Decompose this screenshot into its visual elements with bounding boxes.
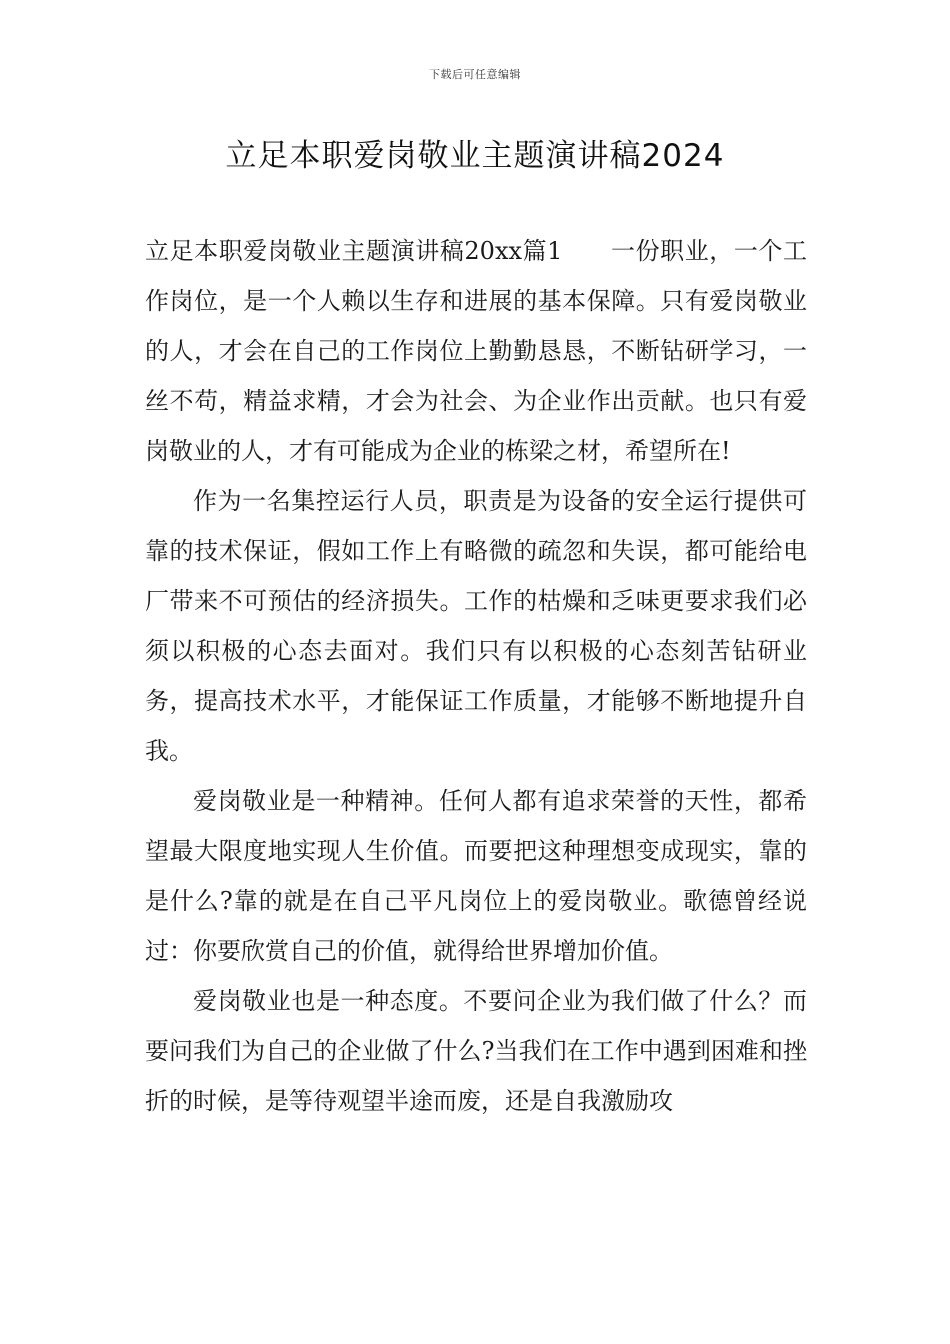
paragraph-1 bbox=[145, 226, 807, 476]
paragraph-4: 爱岗敬业也是一种态度。不要问企业为我们做了什么？而要问我们为自己的企业做了什么?当我们在工作中遇到困难和挫折的时候，是等待观望半途而废，还是自我激励攻 bbox=[145, 987, 807, 1115]
paragraph-1-text: 一份职业，一个工作岗位，是一个人赖以生存和进展的基本保障。只有爱岗敬业的人，才会在自己的工作岗位上勤勤恳恳，不断钻研学习，一丝不苟，精益求精，才会为社会、为企业作出贡献。也只有爱岗敬业的人，才有可能成为企业的栋梁之材，希望所在! bbox=[145, 237, 807, 465]
document-title: 立足本职爱岗敬业主题演讲稿2024 bbox=[225, 138, 725, 174]
page-header-note: 下载后可任意编辑 bbox=[429, 68, 521, 81]
paragraph-3: 爱岗敬业是一种精神。任何人都有追求荣誉的天性，都希望最大限度地实现人生价值。而要把这种理想变成现实，靠的是什么?靠的就是在自己平凡岗位上的爱岗敬业。歌德曾经说过：你要欣赏自己的价值，就得给世界增加价值。 bbox=[145, 787, 807, 965]
intro-label: 立足本职爱岗敬业主题演讲稿20xx篇1 bbox=[145, 237, 563, 265]
paragraph-2: 作为一名集控运行人员，职责是为设备的安全运行提供可靠的技术保证，假如工作上有略微的疏忽和失误，都可能给电厂带来不可预估的经济损失。工作的枯燥和乏味更要求我们必须以积极的心态去面对。我们只有以积极的心态刻苦钻研业务，提高技术水平，才能保证工作质量，才能够不断地提升自我。 bbox=[145, 487, 807, 765]
document-body bbox=[145, 226, 807, 1126]
